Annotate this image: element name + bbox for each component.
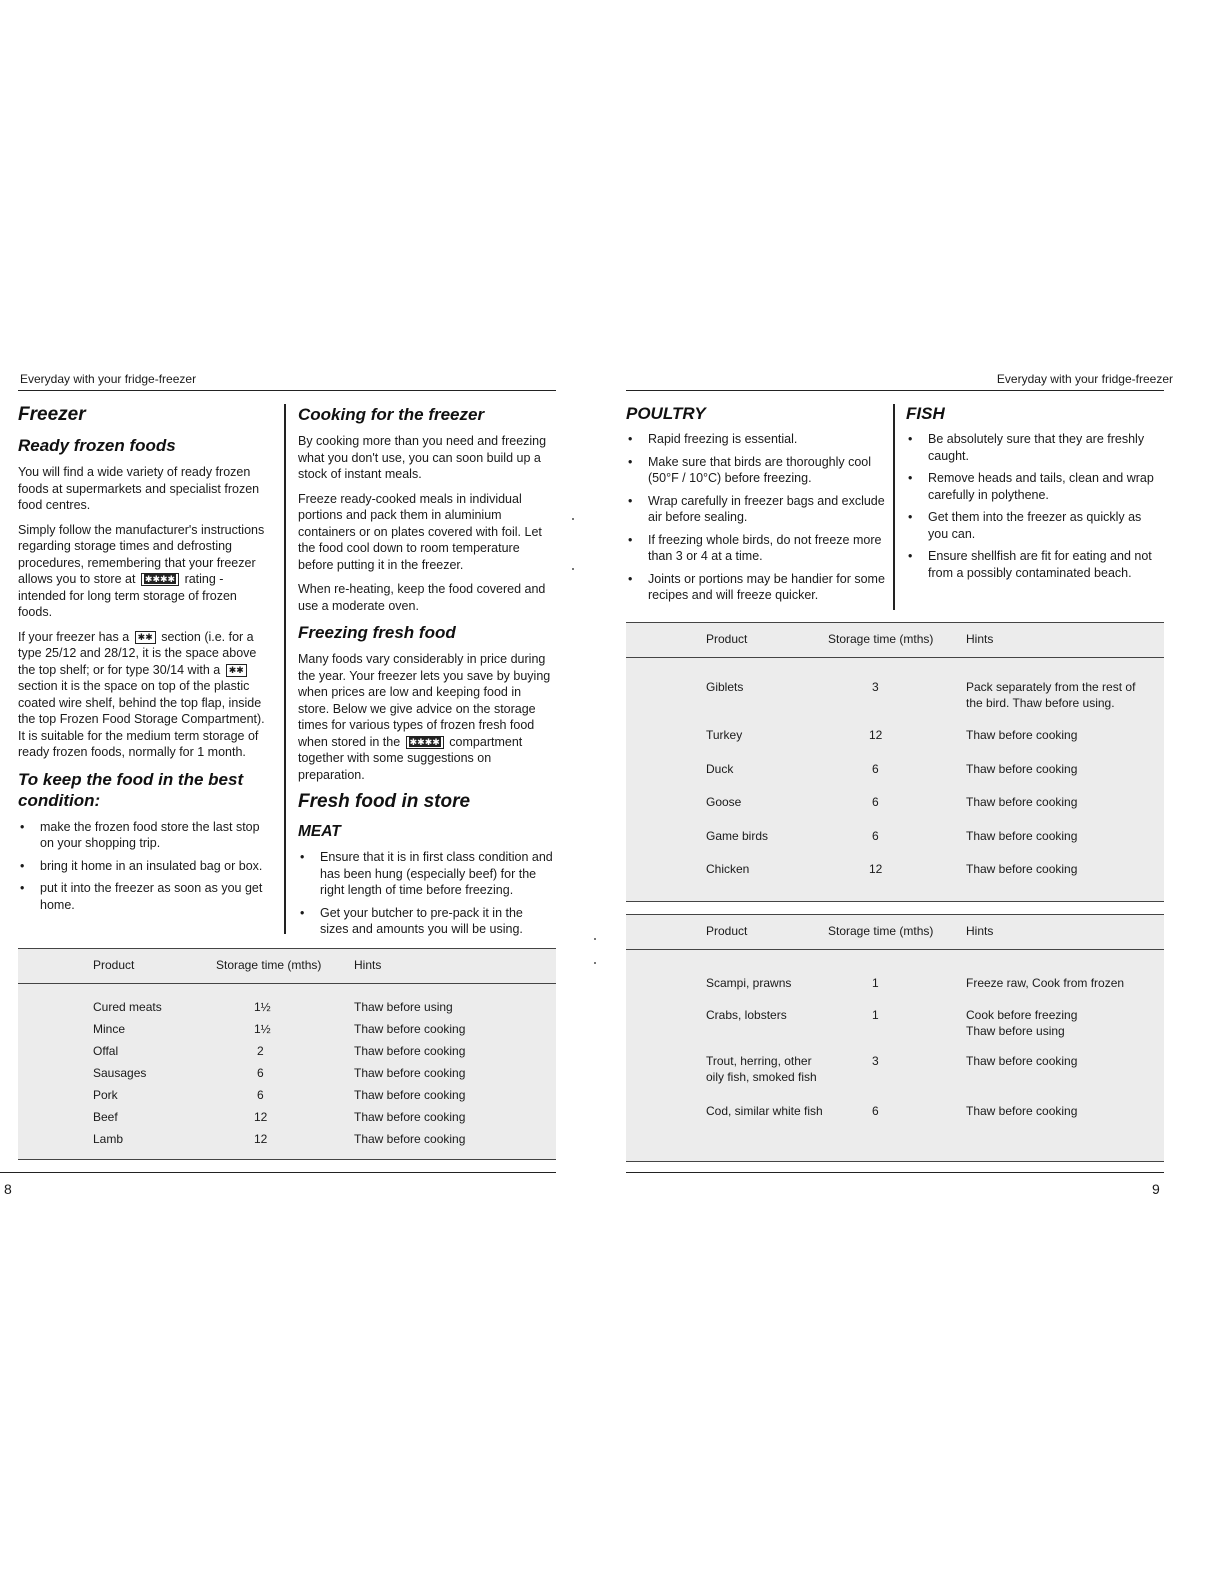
- freezing-fresh-para: Many foods vary considerably in price during the year. Your freezer lets you save by buying when prices are low and keeping food in store. Below we give advice on the storage times for various types of frozen fresh food when stored in the ✱✱✱✱ compartment together with some suggestions on preparation.: [298, 652, 551, 782]
- fish-column: [906, 404, 1164, 587]
- freezer-title: Freezer: [18, 404, 86, 425]
- left-header-rule: [18, 390, 556, 391]
- meat-heading: MEAT: [298, 823, 341, 840]
- right-column-divider: [893, 404, 895, 610]
- fish-bullets: [906, 431, 1164, 581]
- ready-frozen-para-2: Simply follow the manufacturer's instructions regarding storage times and defrosting procedures, remembering that your freezer allows you to store at ✱✱✱✱ rating - intended for long term storage of frozen foods.: [18, 522, 265, 619]
- two-star-rating-icon-2: ✱✱: [226, 664, 247, 677]
- list-item: • Make sure that birds are thoroughly cool (50°F / 10°C) before freezing.: [626, 454, 886, 487]
- list-item: • Get your butcher to pre-pack it in the sizes and amounts you will be using.: [298, 905, 554, 938]
- fish-table-header: [626, 915, 1164, 950]
- gutter-speck: [572, 568, 574, 570]
- column-header-product: Product: [706, 924, 748, 938]
- meat-bullets: [298, 849, 554, 938]
- column-header-hints: Hints: [966, 924, 994, 938]
- list-item: • bring it home in an insulated bag or box.: [18, 858, 274, 875]
- left-column-1: [18, 404, 274, 919]
- column-header-product: Product: [93, 958, 135, 972]
- poultry-column: [626, 404, 886, 610]
- left-page-number: 8: [4, 1181, 12, 1197]
- poultry-heading: POULTRY: [626, 404, 706, 423]
- list-item: • Remove heads and tails, clean and wrap carefully in polythene.: [906, 470, 1164, 503]
- poultry-bullets: [626, 431, 886, 604]
- right-page-number: 9: [1152, 1181, 1160, 1197]
- gutter-speck: [594, 938, 596, 940]
- cooking-heading: Cooking for the freezer: [298, 405, 485, 424]
- column-header-product: Product: [706, 632, 748, 646]
- list-item: • Ensure that it is in first class condition and has been hung (especially beef) for the right length of time before freezing.: [298, 849, 554, 899]
- list-item: • make the frozen food store the last stop on your shopping trip.: [18, 819, 274, 852]
- fish-table: Product Storage time (mths) Hints Scampi, prawns 1 Freeze raw, Cook from frozen Crabs, lobsters 1 Cook before freezing Thaw before using Trout, herring, other oily fish, smoked fish 3 Thaw before cooking Cod, similar white fish 6 Thaw before cooking: [626, 914, 1164, 1162]
- column-header-hints: Hints: [966, 632, 994, 646]
- fish-heading: FISH: [906, 404, 945, 423]
- ready-frozen-heading: Ready frozen foods: [18, 436, 176, 455]
- list-item: • Joints or portions may be handier for some recipes and will freeze quicker.: [626, 571, 886, 604]
- list-item: • If freezing whole birds, do not freeze more than 3 or 4 at a time.: [626, 532, 886, 565]
- cooking-para-3: When re-heating, keep the food covered and use a moderate oven.: [298, 582, 546, 613]
- cooking-para-2: Freeze ready-cooked meals in individual portions and pack them in aluminium containers or on plates covered with foil. Let the food cool down to room temperature before putting it in the freezer.: [298, 491, 542, 572]
- right-running-head: Everyday with your fridge-freezer: [996, 372, 1173, 386]
- gutter-speck: [572, 518, 574, 520]
- left-column-divider: [284, 404, 286, 934]
- fresh-food-store-heading: Fresh food in store: [298, 791, 471, 812]
- ready-frozen-para-1: You will find a wide variety of ready frozen foods at supermarkets and specialist frozen food centres.: [18, 465, 260, 512]
- list-item: • Rapid freezing is essential.: [626, 431, 886, 448]
- list-item: • Wrap carefully in freezer bags and exclude air before sealing.: [626, 493, 886, 526]
- meat-table-header: [18, 949, 556, 984]
- poultry-table-header: [626, 623, 1164, 658]
- left-running-head: Everyday with your fridge-freezer: [20, 372, 197, 386]
- four-star-rating-icon: ✱✱✱✱: [141, 573, 179, 586]
- keep-food-heading: To keep the food in the best condition:: [18, 769, 244, 810]
- freezing-fresh-heading: Freezing fresh food: [298, 623, 456, 642]
- ready-frozen-para-3: If your freezer has a ✱✱ section (i.e. for a type 25/12 and 28/12, it is the space above the top shelf; or for type 30/14 with a ✱✱ section it is the space on top of the plastic coated wire shelf, behind the top flap, inside the top Frozen Food Storage Compartment). It is suitable for the medium term storage of ready frozen foods, normally for 1 month.: [18, 629, 265, 759]
- right-footer-rule: [626, 1172, 1164, 1173]
- left-column-2: [298, 404, 554, 944]
- right-header-rule: [626, 390, 1164, 391]
- left-footer-rule: [0, 1172, 556, 1173]
- list-item: • Ensure shellfish are fit for eating and not from a possibly contaminated beach.: [906, 548, 1164, 581]
- keep-food-bullets: [18, 819, 274, 914]
- column-header-storage: Storage time (mths): [216, 958, 322, 972]
- cooking-para-1: By cooking more than you need and freezing what you don't use, you can soon build up a stock of instant meals.: [298, 434, 547, 481]
- four-star-rating-icon-2: ✱✱✱✱: [406, 736, 444, 749]
- column-header-storage: Storage time (mths): [828, 924, 934, 938]
- poultry-table: Product Storage time (mths) Hints Giblets 3 Pack separately from the rest of the bird. Thaw before using. Turkey 12 Thaw before cooking Duck 6 Thaw before cooking Goose 6 Thaw before cooking Game birds 6 Thaw before cooking Chicken 12 Thaw before cooking: [626, 622, 1164, 902]
- list-item: • Be absolutely sure that they are freshly caught.: [906, 431, 1164, 464]
- two-star-rating-icon: ✱✱: [135, 631, 156, 644]
- gutter-speck: [594, 962, 596, 964]
- column-header-storage: Storage time (mths): [828, 632, 934, 646]
- meat-table: Product Storage time (mths) Hints Cured meats 1½ Thaw before using Mince 1½ Thaw before cooking Offal 2 Thaw before cooking Sausages 6 Thaw before cooking Pork 6 Thaw before cooking Beef 12 Thaw before cooking Lamb 12 Thaw before cooking: [18, 948, 556, 1160]
- column-header-hints: Hints: [354, 958, 382, 972]
- list-item: • Get them into the freezer as quickly as you can.: [906, 509, 1164, 542]
- list-item: • put it into the freezer as soon as you get home.: [18, 880, 274, 913]
